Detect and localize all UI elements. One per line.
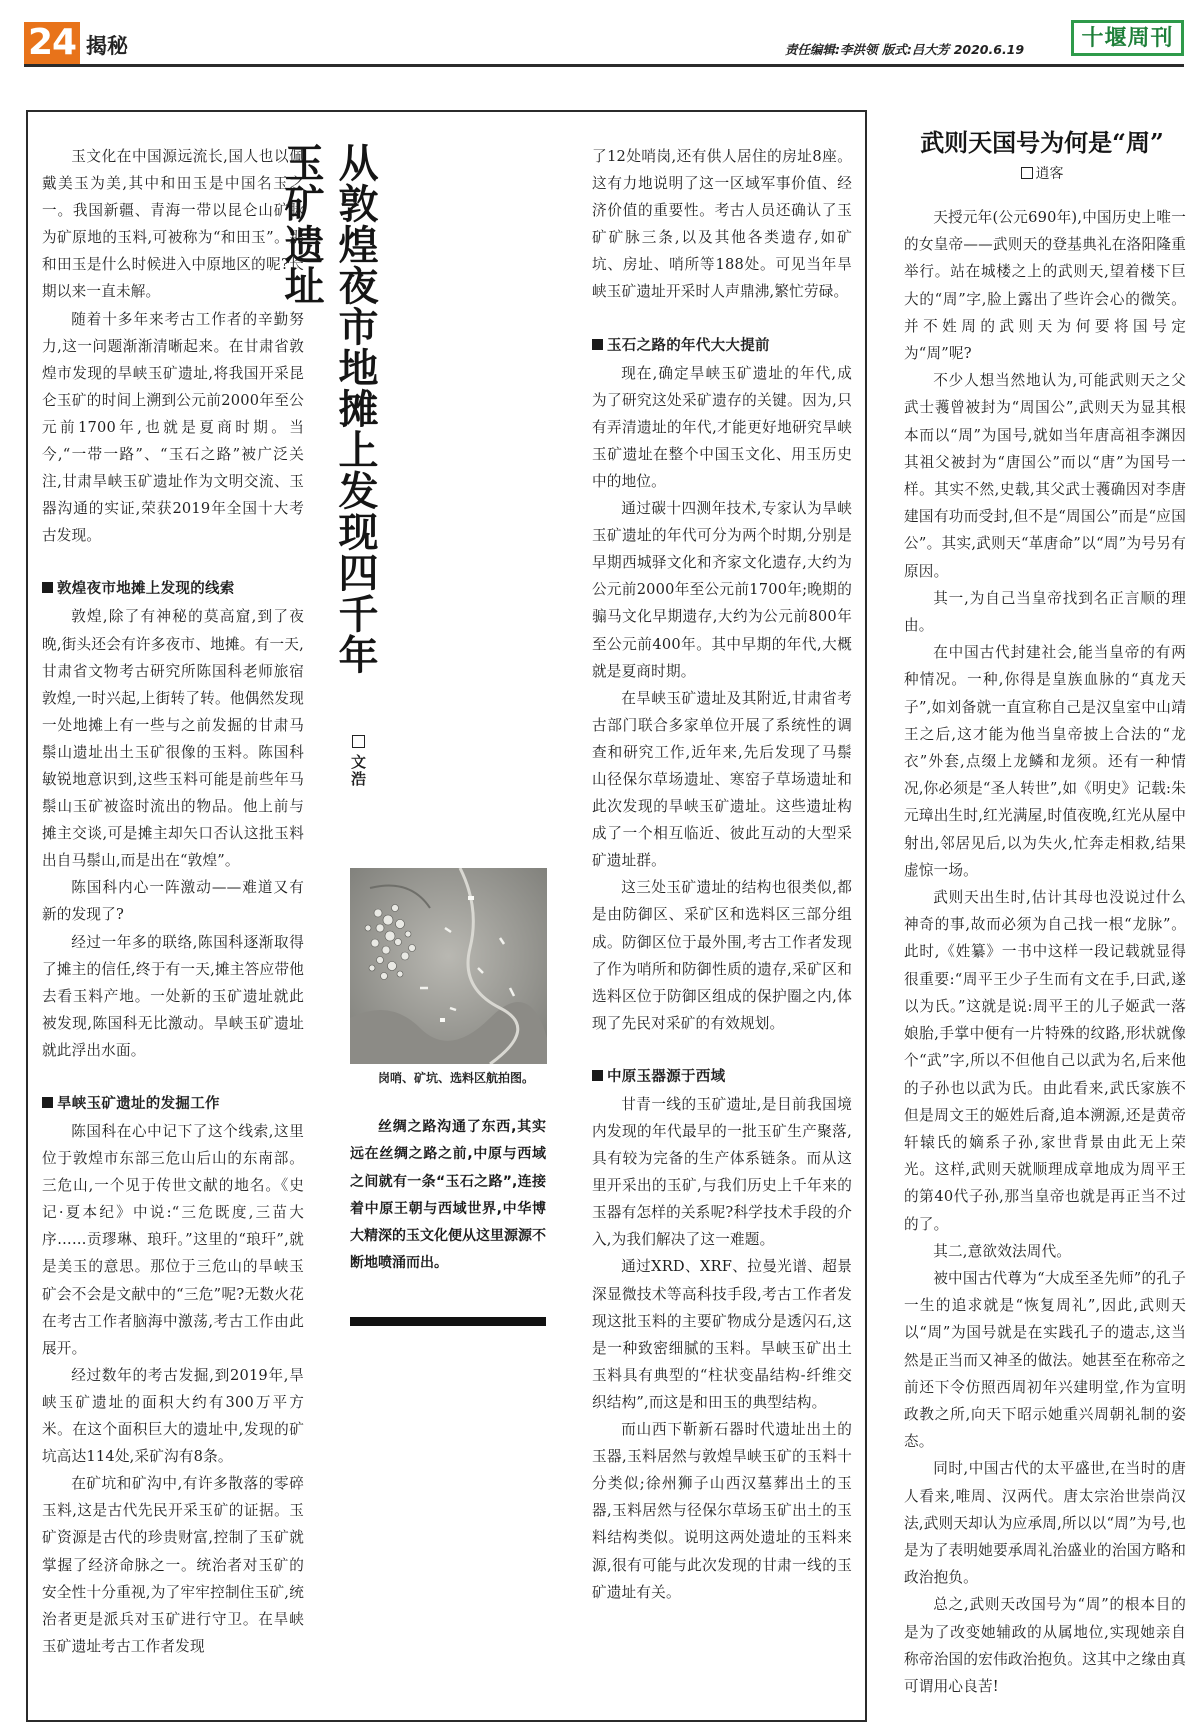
paragraph: 经过一年多的联络,陈国科逐渐取得了摊主的信任,终于有一天,摊主答应带他去看玉料产地。一处新的玉矿遗址就此被发现,陈国科无比激动。旱峡玉矿遗址就此浮出水面。 xyxy=(42,933,304,1059)
paragraph: 陈国科内心一阵激动——难道又有新的发现了? xyxy=(42,879,304,924)
subheading-text: 中原玉器源于西域 xyxy=(607,1068,726,1085)
pull-quote: 丝绸之路沟通了东西,其实远在丝绸之路之前,中原与西域之间就有一条“玉石之路”,连接着中原王朝与西域世界,中华博大精深的玉文化便从这里源源不断地喷涌而出。 xyxy=(350,1119,546,1272)
square-bullet-icon xyxy=(592,339,603,350)
byline-box-icon xyxy=(352,735,365,748)
editor-credits: 责任编辑:李洪领 版式:吕大芳 2020.6.19 xyxy=(785,42,1025,57)
subheading-text: 旱峡玉矿遗址的发掘工作 xyxy=(57,1096,220,1112)
paragraph: 被中国古代尊为“大成至圣先师”的孔子一生的追求就是“恢复周礼”,因此,武则天以“周”为国号就是在实践孔子的遗志,这当然是正当而又神圣的做法。她甚至在称帝之前还下令仿照西周初年兴建明堂,作为宣明政教之所,向天下昭示她重兴周朝礼制的姿态。 xyxy=(904,1269,1186,1451)
paragraph: 甘青一线的玉矿遗址,是目前我国境内发现的年代最早的一批玉矿生产聚落,具有较为完备的生产体系链条。而从这里开采出的玉矿,与我们历史上千年来的玉器有怎样的关系呢?科学技术手段的介入,为我们解决了这一难题。 xyxy=(592,1095,852,1249)
article-column-2 xyxy=(592,143,852,1606)
paragraph: 天授元年(公元690年),中国历史上唯一的女皇帝——武则天的登基典礼在洛阳隆重举行。站在城楼之上的武则天,望着楼下巨大的“周”字,脸上露出了些许会心的微笑。并不姓周的武则天为何要将国号定为“周”呢? xyxy=(904,209,1186,363)
aerial-photo-image xyxy=(350,868,547,1064)
author-name: 逍客 xyxy=(1035,166,1064,182)
subheading xyxy=(42,1091,304,1118)
subheading xyxy=(592,1064,852,1091)
subheading-text: 玉石之路的年代大大提前 xyxy=(607,337,770,354)
paragraph: 而山西下靳新石器时代遗址出土的玉器,玉料居然与敦煌旱峡玉矿的玉料十分类似;徐州狮子山西汉墓葬出土的玉器,玉料居然与径保尔草场玉矿出土的玉料结构类似。说明这两处遗址的玉料来源,很有可能与此次发现的甘肃一线的玉矿遗址有关。 xyxy=(592,1421,852,1601)
square-bullet-icon xyxy=(42,582,53,593)
paragraph: 现在,确定旱峡玉矿遗址的年代,成为了研究这处采矿遗存的关键。因为,只有弄清遗址的年代,才能更好地研究旱峡玉矿遗址在整个中国玉文化、用玉历史中的地位。 xyxy=(592,364,852,490)
paragraph: 敦煌,除了有神秘的莫高窟,到了夜晚,街头还会有许多夜市、地摊。有一天,甘肃省文物考古研究所陈国科老师旅宿敦煌,一时兴起,上街转了转。他偶然发现一处地摊上有一些与之前发掘的甘肃马鬃山遗址出土玉矿很像的玉料。陈国科敏锐地意识到,这些玉料可能是前些年马鬃山玉矿被盗时流出的物品。他上前与摊主交谈,可是摊主却矢口否认这批玉料出自马鬃山,而是出在“敦煌”。 xyxy=(42,608,304,870)
side-article-byline xyxy=(904,162,1180,186)
article-column-1 xyxy=(42,143,304,1660)
paragraph: 通过碳十四测年技术,专家认为旱峡玉矿遗址的年代可分为两个时期,分别是早期西城驿文化和齐家文化遗存,大约为公元前2000年至公元前1700年;晚期的骟马文化早期遗存,大约为公元前800年至公元前400年。其中早期的年代,大概就是夏商时期。 xyxy=(592,500,852,680)
paragraph: 玉文化在中国源远流长,国人也以佩戴美玉为美,其中和田玉是中国名玉之一。我国新疆、青海一带以昆仑山矿脉为矿原地的玉料,可被称为“和田玉”。那和田玉是什么时候进入中原地区的呢?长期以来一直未解。 xyxy=(42,148,304,301)
paragraph: 在矿坑和矿沟中,有许多散落的零碎玉料,这是古代先民开采玉矿的证据。玉矿资源是古代的珍贵财富,控制了玉矿就掌握了经济命脉之一。统治者对玉矿的安全性十分重视,为了牢牢控制住玉矿,统治者更是派兵对玉矿进行守卫。在旱峡玉矿遗址考古工作者发现 xyxy=(42,1475,304,1655)
section-name: 揭秘 xyxy=(86,34,128,58)
side-article-title: 武则天国号为何是“周” xyxy=(920,128,1164,157)
square-bullet-icon xyxy=(592,1070,603,1081)
paragraph: 其一,为自己当皇帝找到名正言顺的理由。 xyxy=(904,589,1186,635)
subheading-text: 敦煌夜市地摊上发现的线索 xyxy=(57,581,235,598)
article-title: 从敦煌夜市地摊上发现四千年玉矿遗址 xyxy=(278,142,379,675)
page-number: 24 xyxy=(24,22,80,64)
paragraph: 在旱峡玉矿遗址及其附近,甘肃省考古部门联合多家单位开展了系统性的调查和研究工作,近年来,先后发现了马鬃山径保尔草场遗址、寒窑子草场遗址和此次发现的旱峡玉矿遗址。这些遗址构成了一个相互临近、彼此互动的大型采矿遗址群。 xyxy=(592,689,852,870)
paragraph: 总之,武则天改国号为“周”的根本目的是为了改变她辅政的从属地位,实现她亲自称帝治国的宏伟政治抱负。这其中之缘由真可谓用心良苦! xyxy=(904,1596,1186,1695)
paragraph: 武则天出生时,估计其母也没说过什么神奇的事,故而必须为自己找一根“龙脉”。此时,《姓纂》一书中这样一段记载就显得很重要:“周平王少子生而有文在手,曰武,遂以为氏。”这就是说:周平王的儿子姬武一落娘胎,手掌中便有一片特殊的纹路,形状就像个“武”字,所以不但他自己以武为名,后来他的子孙也以武为氏。由此看来,武氏家族不但是周文王的姬姓后裔,追本溯源,还是黄帝轩辕氏的嫡系子孙,家世背景由此无上荣光。这样,武则天就顺理成章地成为周平王的第40代子孙,那当皇帝也就是再正当不过的了。 xyxy=(904,889,1186,1233)
paragraph: 陈国科在心中记下了这个线索,这里位于敦煌市东部三危山后山的东南部。三危山,一个见于传世文献的地名。《史记·夏本纪》中说:“三危既度,三苗大序……贡璆琳、琅玕。”这里的“琅玕”,就是美玉的意思。那位于三危山的旱峡玉矿会不会是文献中的“三危”呢?无数火花在考古工作者脑海中激荡,考古工作由此展开。 xyxy=(42,1123,304,1357)
paragraph: 在中国古代封建社会,能当皇帝的有两种情况。一种,你得是皇族血脉的“真龙天子”,如刘备就一直宣称自己是汉皇室中山靖王之后,这才能为他当皇帝披上合法的“龙衣”外套,点缀上龙鳞和龙须。还有一种情况,你必须是“圣人转世”,如《明史》记载:朱元璋出生时,红光满屋,时值夜晚,红光从屋中射出,邻居见后,以为失火,忙奔走相救,结果虚惊一场。 xyxy=(904,644,1186,879)
side-article-column xyxy=(904,204,1186,1700)
paragraph: 随着十多年来考古工作者的辛勤努力,这一问题渐渐清晰起来。在甘肃省敦煌市发现的旱峡玉矿遗址,将我国开采昆仑玉矿的时间上溯到公元前2000年至公元前1700年,也就是夏商时期。当今,“一带一路”、“玉石之路”被广泛关注,甘肃旱峡玉矿遗址作为文明交流、玉器沟通的实证,荣获2019年全国十大考古发现。 xyxy=(42,310,304,545)
square-bullet-icon xyxy=(42,1097,53,1108)
paragraph: 这三处玉矿遗址的结构也很类似,都是由防御区、采矿区和选料区三部分组成。防御区位于最外围,考古工作者发现了作为哨所和防御性质的遗存,采矿区和选料区位于防御区组成的保护圈之内,体现了先民对采矿的有效规划。 xyxy=(592,879,852,1032)
author-name: 文浩 xyxy=(349,754,367,788)
paragraph: 经过数年的考古发掘,到2019年,旱峡玉矿遗址的面积大约有300万平方米。在这个面积巨大的遗址中,发现的矿坑高达114处,采矿沟有8条。 xyxy=(42,1366,304,1466)
paragraph: 了12处哨岗,还有供人居住的房址8座。这有力地说明了这一区域军事价值、经济价值的重要性。考古人员还确认了玉矿矿脉三条,以及其他各类遗存,如矿坑、房址、哨所等188处。可见当年旱峡玉矿遗址开采时人声鼎沸,繁忙劳碌。 xyxy=(592,148,852,301)
pull-quote-bar xyxy=(350,1317,546,1326)
paragraph: 不少人想当然地认为,可能武则天之父武士彟曾被封为“周国公”,武则天为显其根本而以“周”为国号,就如当年唐高祖李渊因其祖父被封为“唐国公”而以“唐”为国号一样。其实不然,史载,其父武士彟确因对李唐建国有功而受封,但不是“周国公”而是“应国公”。其实,武则天“革唐命”以“周”为号另有原因。 xyxy=(904,372,1186,580)
aerial-photo xyxy=(350,868,547,1064)
photo-caption: 岗哨、矿坑、选料区航拍图。 xyxy=(378,1071,535,1085)
paragraph: 同时,中国古代的太平盛世,在当时的唐人看来,唯周、汉两代。唐太宗治世崇尚汉法,武则天却认为应承周,所以以“周”为号,也是为了表明她要承周礼治盛业的治国方略和政治抱负。 xyxy=(904,1460,1186,1587)
byline-box-icon xyxy=(1021,167,1033,179)
masthead: 十堰周刊 xyxy=(1071,20,1184,56)
subheading xyxy=(42,576,304,603)
subheading xyxy=(592,333,852,360)
article-byline xyxy=(347,735,369,788)
paragraph: 通过XRD、XRF、拉曼光谱、超景深显微技术等高科技手段,考古工作者发现这批玉料的主要矿物成分是透闪石,这是一种致密细腻的玉料。旱峡玉矿出土玉料具有典型的“柱状变晶结构-纤维交织结构”,而这是和田玉的典型结构。 xyxy=(592,1258,852,1411)
header-rule xyxy=(24,64,1184,67)
paragraph: 其二,意欲效法周代。 xyxy=(933,1242,1072,1260)
